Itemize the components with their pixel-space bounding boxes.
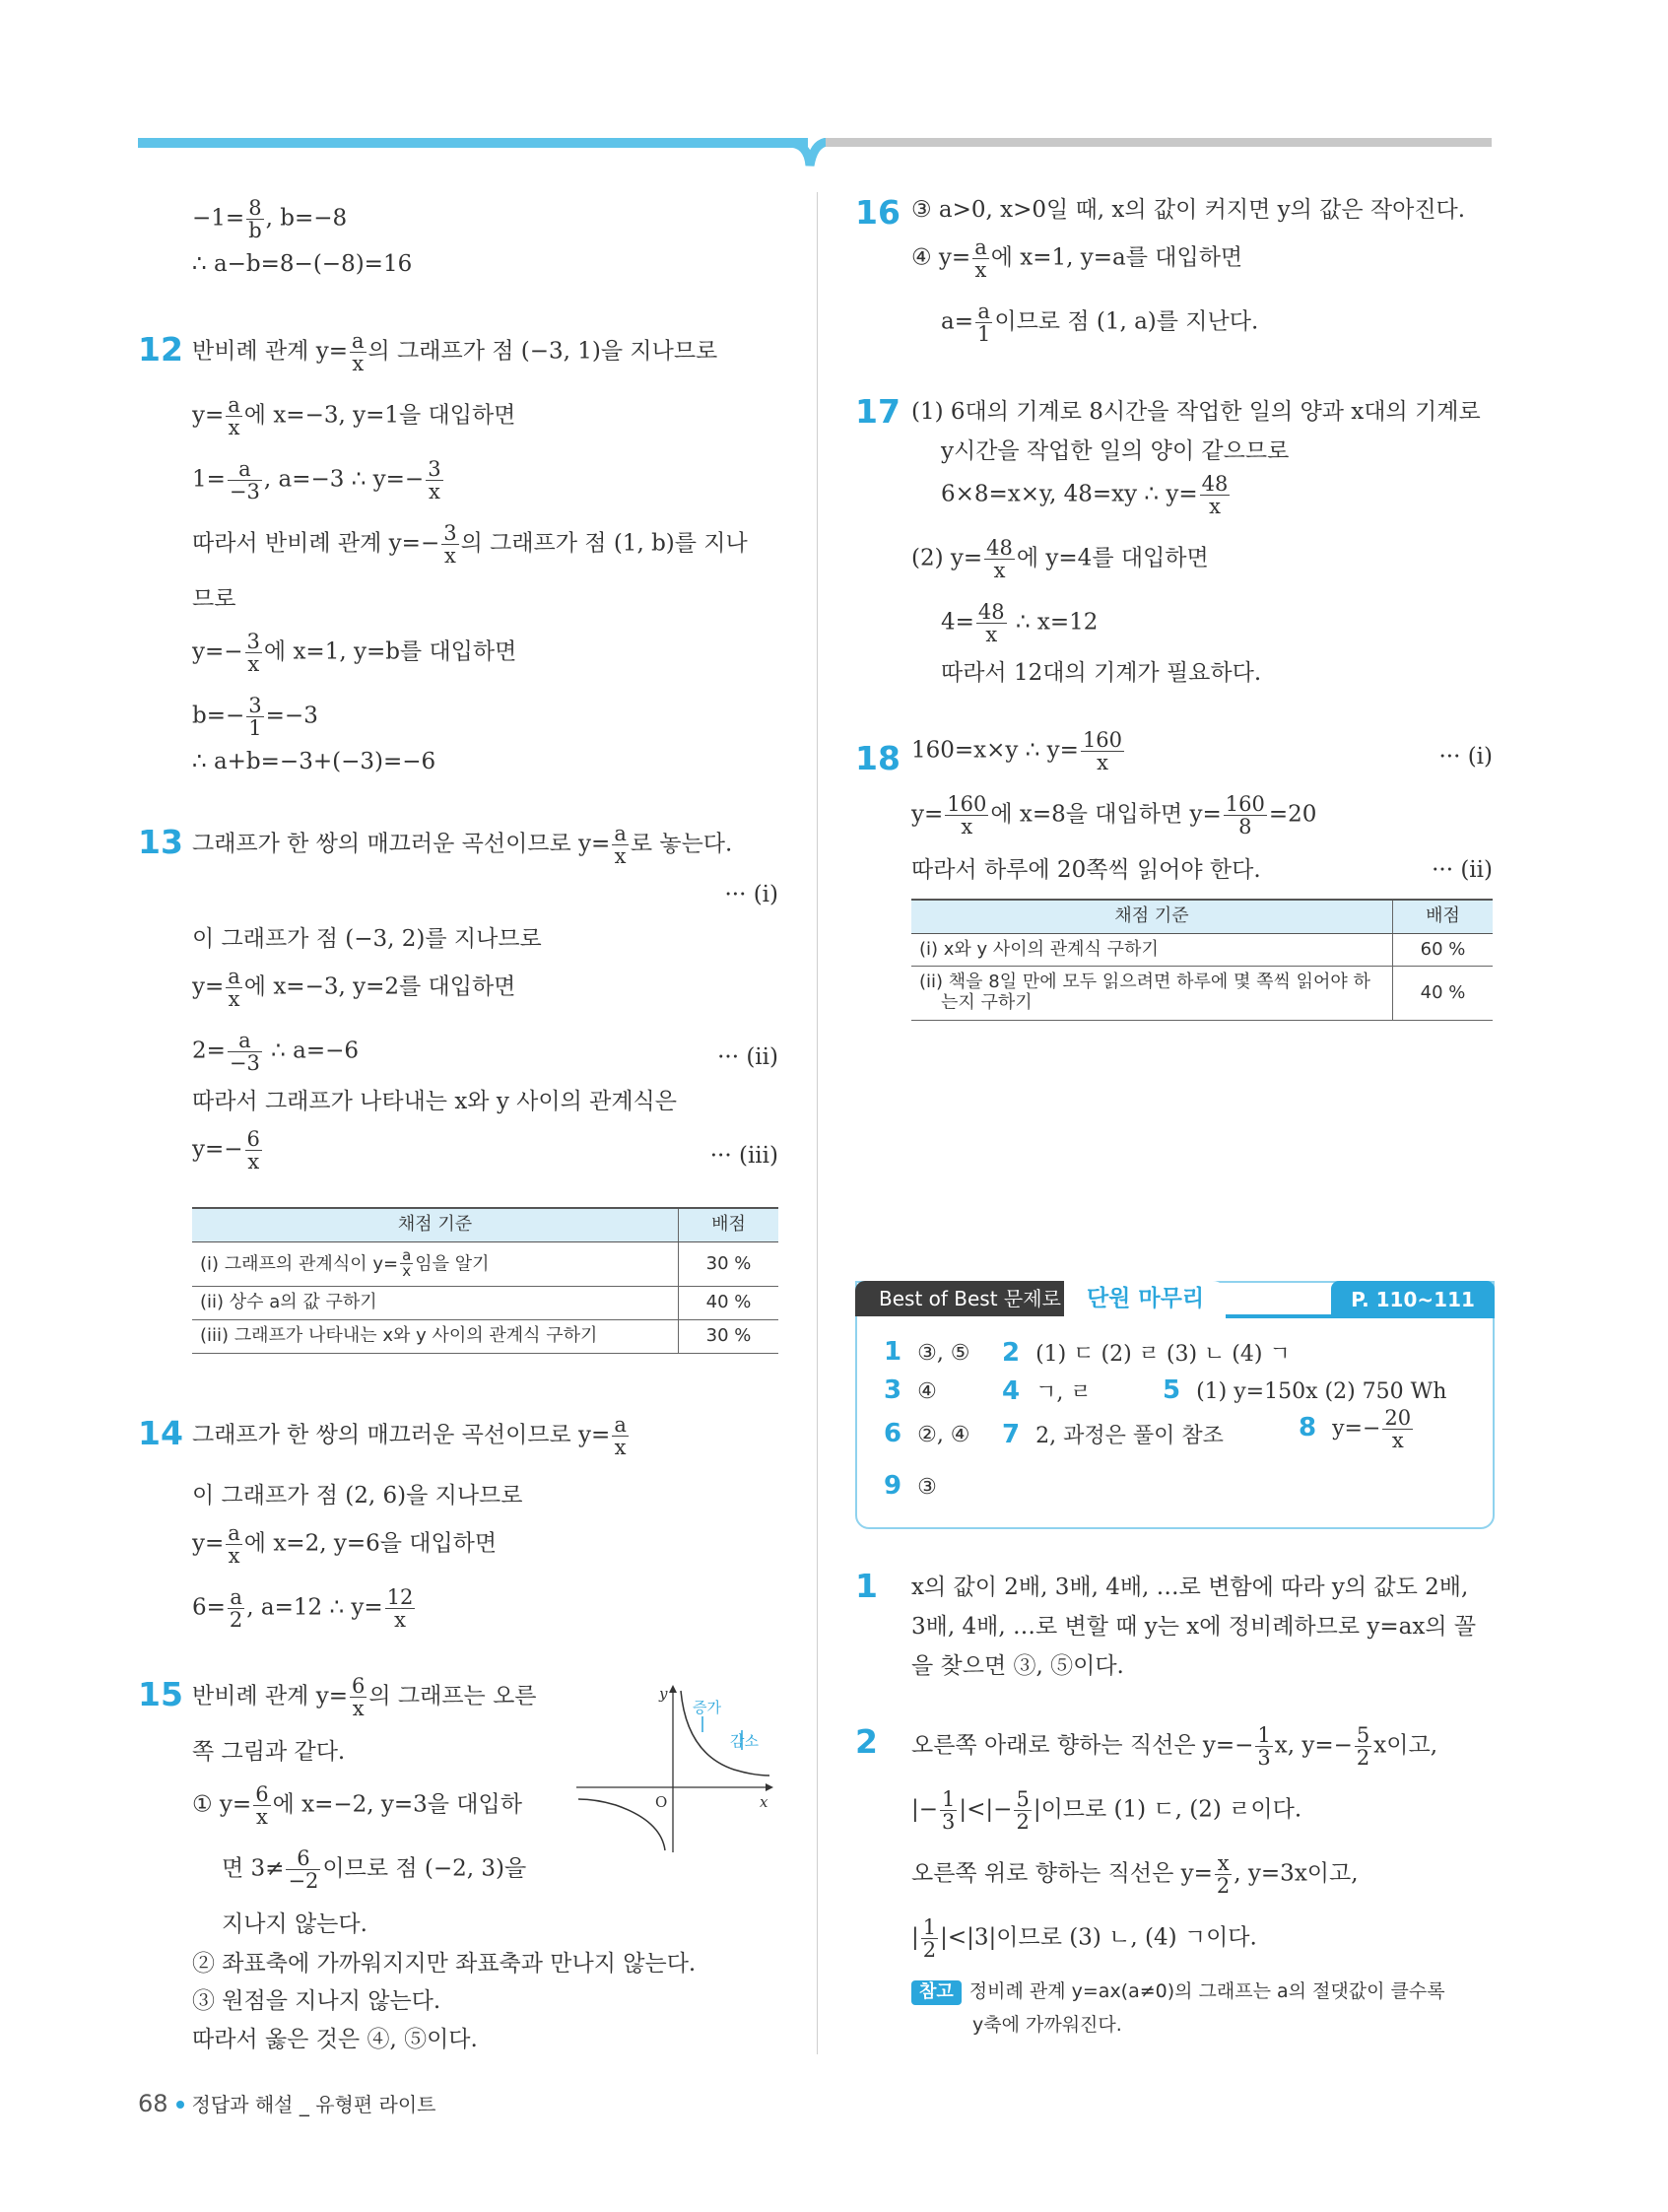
header-bar-curve [788,138,828,168]
best-header-line [1226,1314,1334,1318]
p12-line-2: y= $\frac{a}{x}$ 에 x=−3, y=1을 대입하면 [192,393,516,440]
p17-line-3: 6×8=x×y, 48=xy ∴ y= $\frac{48}{x}$ [941,472,1229,519]
problem-number-16: 16 [855,193,901,232]
p15-line-8: 따라서 옳은 것은 ④, ⑤이다. [192,2027,478,2052]
p14-line-2: 이 그래프가 점 (2, 6)을 지나므로 [192,1483,523,1508]
answer-2: 2 (1) ㄷ (2) ㄹ (3) ㄴ (4) ㄱ [1002,1338,1291,1368]
s1-line-3: 을 찾으면 ③, ⑤이다. [911,1653,1124,1679]
table-header: 배점 [679,1208,779,1241]
p14-line-3: y= $\frac{a}{x}$ 에 x=2, y=6을 대입하면 [192,1521,498,1569]
table-row: (i) 그래프의 관계식이 y= $\frac{a}{x}$ 임을 알기 30 % [192,1241,778,1287]
p14-line-1: 그래프가 한 쌍의 매끄러운 곡선이므로 y= $\frac{a}{x}$ [192,1413,627,1460]
p12-line-4: 따라서 반비례 관계 y=− $\frac{3}{x}$ 의 그래프가 점 (1, b)를 지나 [192,521,748,569]
cont-line-2: ∴ a−b=8−(−8)=16 [192,251,413,277]
p16-line-1: ③ a>0, x>0일 때, x의 값이 커지면 y의 값은 작아진다. [911,197,1466,223]
table-header: 채점 기준 [911,900,1393,933]
s1-line-2: 3배, 4배, …로 변할 때 y는 x에 정비례하므로 y=ax의 꼴 [911,1614,1477,1640]
graph-x-label: x [760,1793,768,1811]
answer-8: 8 y=− $\frac{20}{x}$ [1299,1406,1412,1453]
p15-line-2: 쪽 그림과 같다. [192,1739,346,1765]
p13-line-5: 따라서 그래프가 나타내는 x와 y 사이의 관계식은 [192,1089,677,1114]
graph-increase-label: 증가 [693,1699,721,1716]
p12-line-7: b=− $\frac{3}{1}$ =−3 [192,694,318,741]
header-bar-blue [138,138,808,148]
answer-6: 6 ②, ④ [884,1419,970,1448]
p13-line-3: y= $\frac{a}{x}$ 에 x=−3, y=2를 대입하면 [192,965,516,1012]
p15-line-4: 면 3≠ $\frac{6}{-2}$ 이므로 점 (−2, 3)을 [222,1846,527,1894]
p18-tag-1: ··· (i) [1438,744,1493,770]
p15-line-6: ② 좌표축에 가까워지지만 좌표축과 만나지 않는다. [192,1951,697,1977]
p18-score-table [911,899,1493,1021]
header-bar-gray [826,138,1492,147]
p14-line-4: 6= $\frac{a}{2}$ , a=12 ∴ y= $\frac{12}{x}$ [192,1585,414,1633]
problem-number-15: 15 [138,1675,183,1713]
p13-line-2: 이 그래프가 점 (−3, 2)를 지나므로 [192,926,542,952]
problem-number-12: 12 [138,330,183,369]
p17-line-6: 따라서 12대의 기계가 필요하다. [941,660,1262,686]
graph-origin-label: O [655,1793,668,1811]
p15-line-3: ① y= $\frac{6}{x}$ 에 x=−2, y=3을 대입하 [192,1782,522,1830]
p16-line-2: ④ y= $\frac{a}{x}$ 에 x=1, y=a를 대입하면 [911,235,1243,283]
answer-9: 9 ③ [884,1471,937,1501]
table-row: (ii) 상수 a의 값 구하기 40 % [192,1287,778,1320]
table-header: 채점 기준 [192,1208,679,1241]
answer-5: 5 (1) y=150x (2) 750 Wh [1163,1375,1447,1405]
p13-tag-2: ··· (ii) [717,1044,778,1070]
table-row: (iii) 그래프가 나타내는 x와 y 사이의 관계식 구하기 30 % [192,1319,778,1353]
solution-number-2: 2 [855,1722,878,1761]
cont-line-1: −1= $\frac{8}{b}$ , b=−8 [192,196,348,243]
p18-line-2: y= $\frac{160}{x}$ 에 x=8을 대입하면 y= $\frac{160}{8}$ =20 [911,792,1317,839]
p13-line-1: 그래프가 한 쌍의 매끄러운 곡선이므로 y= $\frac{a}{x}$ 로 놓는다. [192,822,733,869]
solution-number-1: 1 [855,1567,878,1605]
graph-decrease-label: 감소 [730,1732,759,1750]
best-header [855,1281,1495,1320]
p13-tag-3: ··· (iii) [709,1143,778,1169]
s2-line-4: | $\frac{1}{2}$ |<|3|이므로 (3) ㄴ, (4) ㄱ이다. [911,1915,1257,1963]
s2-note-line-2: y축에 가까워진다. [972,2014,1122,2036]
s2-line-3: 오른쪽 위로 향하는 직선은 y= $\frac{x}{2}$ , y=3x이고, [911,1851,1359,1899]
problem-number-13: 13 [138,823,183,861]
p17-line-2: y시간을 작업한 일의 양이 같으므로 [941,438,1290,464]
p18-line-3: 따라서 하루에 20쪽씩 읽어야 한다. [911,857,1261,883]
table-row: (ii) 책을 8일 만에 모두 읽으려면 하루에 몇 쪽씩 읽어야 하 는지 구하기 40 % [911,967,1493,1020]
best-header-pages: P. 110~111 [1331,1281,1495,1318]
p13-tag-1: ··· (i) [724,882,778,907]
p12-line-5: 므로 [192,586,236,612]
p15-inverse-graph [576,1685,773,1852]
right-column [911,197,1493,2069]
problem-number-17: 17 [855,392,901,431]
p12-line-1: 반비례 관계 y= $\frac{a}{x}$ 의 그래프가 점 (−3, 1)을 지나므로 [192,329,718,376]
p15-line-7: ③ 원점을 지나지 않는다. [192,1988,441,2014]
problem-number-14: 14 [138,1414,183,1452]
x-axis-arrow-icon [766,1783,773,1791]
left-column [192,197,778,2069]
p17-line-5: 4= $\frac{48}{x}$ ∴ x=12 [941,600,1099,647]
p12-line-3: 1= $\frac{a}{-3}$ , a=−3 ∴ y=− $\frac{3}{x}$ [192,457,441,504]
y-axis-arrow-icon [669,1685,677,1693]
table-row: (i) x와 y 사이의 관계식 구하기 60 % [911,933,1493,967]
p12-line-6: y=− $\frac{3}{x}$ 에 x=1, y=b를 대입하면 [192,630,517,677]
p15-line-5: 지나지 않는다. [222,1911,367,1937]
s2-line-1: 오른쪽 아래로 향하는 직선은 y=− $\frac{1}{3}$ x, y=− $\frac{5}{2}$ x이고, [911,1723,1438,1771]
footer-dot-icon [176,2101,184,2109]
answer-7: 7 2, 과정은 풀이 참조 [1002,1420,1224,1449]
best-header-label: Best of Best 문제로 [855,1281,1067,1316]
graph-y-label: y [659,1685,668,1703]
answer-1: 1 ③, ⑤ [884,1337,970,1367]
curve-quadrant-3 [578,1799,665,1850]
page-footer [138,2089,436,2117]
p18-tag-2: ··· (ii) [1432,857,1493,883]
answer-4: 4 ㄱ, ㄹ [1002,1376,1092,1406]
column-divider [817,192,818,2054]
answer-3: 3 ④ [884,1375,937,1405]
p16-line-3: a= $\frac{a}{1}$ 이므로 점 (1, a)를 지난다. [941,300,1259,347]
p12-line-8: ∴ a+b=−3+(−3)=−6 [192,749,436,774]
s1-line-1: x의 값이 2배, 3배, 4배, …로 변함에 따라 y의 값도 2배, [911,1575,1469,1600]
p13-line-6: y=− $\frac{6}{x}$ [192,1127,260,1174]
s2-line-2: |− $\frac{1}{3}$ |<|− $\frac{5}{2}$ |이므로 (1) ㄷ, (2) ㄹ이다. [911,1787,1302,1835]
problem-number-18: 18 [855,739,901,777]
p15-line-1: 반비례 관계 y= $\frac{6}{x}$ 의 그래프는 오른 [192,1674,537,1721]
p17-line-1: (1) 6대의 기계로 8시간을 작업한 일의 양과 x대의 기계로 [911,399,1481,425]
table-header: 배점 [1393,900,1494,933]
page-number: 68 [138,2090,168,2117]
p13-line-4: 2= $\frac{a}{-3}$ ∴ a=−6 [192,1029,360,1076]
note-badge: 참고 [911,1980,962,2005]
p18-line-1: 160=x×y ∴ y= $\frac{160}{x}$ [911,728,1123,775]
footer-title: 정답과 해설 _ 유형편 라이트 [191,2093,436,2116]
best-header-title: 단원 마무리 [1064,1281,1227,1318]
p13-score-table [192,1207,778,1354]
p17-line-4: (2) y= $\frac{48}{x}$ 에 y=4를 대입하면 [911,536,1209,583]
s2-note-line-1: 참고 정비례 관계 y=ax(a≠0)의 그래프는 a의 절댓값이 클수록 [911,1980,1445,2005]
